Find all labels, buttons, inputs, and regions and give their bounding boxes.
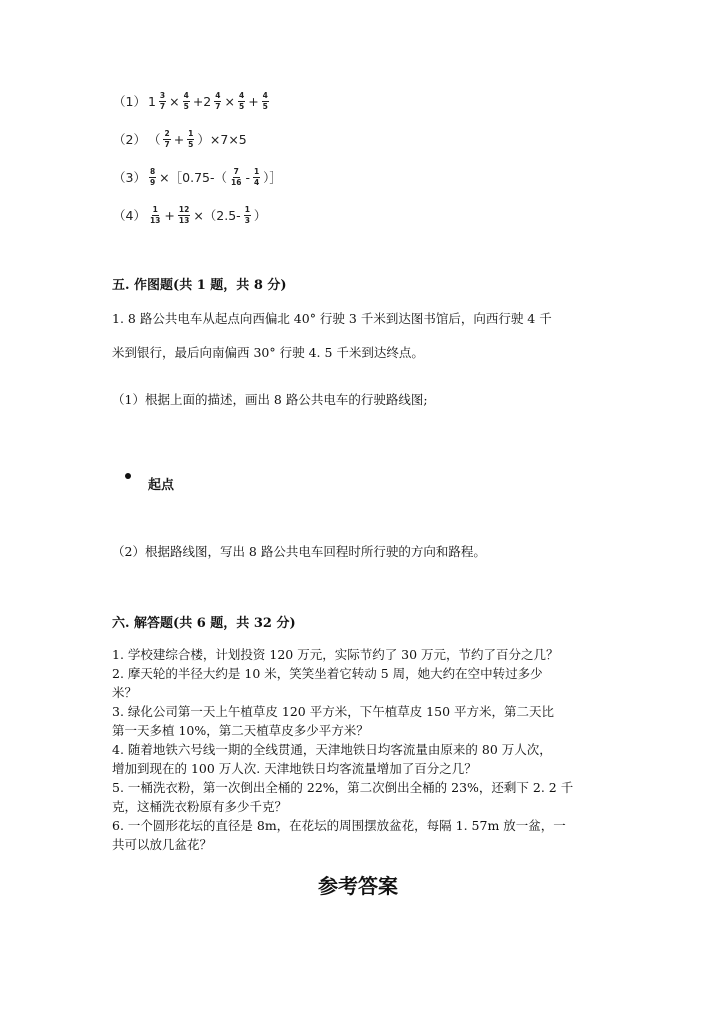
calc-item-1 — [112, 92, 271, 110]
section5-subquestion-1: （1）根据上面的描述，画出 8 路公共电车的行驶路线图; — [112, 392, 428, 407]
section6-title: 六. 解答题(共 6 题，共 32 分) — [112, 616, 296, 631]
question-line: 2. 摩天轮的半径大约是 10 米，笑笑坐着它转动 5 周，她大约在空中转过多少 — [112, 666, 543, 681]
fraction — [149, 168, 156, 186]
question-line: 共可以放几盆花？ — [112, 837, 213, 852]
fraction — [163, 130, 170, 148]
fraction-numerator: 8 — [149, 167, 156, 176]
fraction-denominator: 5 — [238, 101, 245, 111]
fraction-numerator: 1 — [152, 205, 158, 214]
question-line: 3. 绿化公司第一天上午植草皮 120 平方米，下午植草皮 150 平方米，第二天比 — [112, 704, 555, 719]
calc-term: ×（2.5- — [193, 208, 241, 223]
fraction — [253, 168, 260, 186]
calc-item-4 — [112, 206, 267, 224]
fraction-denominator: 5 — [183, 101, 189, 111]
section5-title: 五. 作图题(共 1 题，共 8 分) — [112, 278, 287, 293]
fraction — [262, 92, 269, 110]
fraction-numerator: 2 — [164, 129, 170, 138]
question-line: 6. 一个圆形花坛的直径是 8m，在花坛的周围摆放盆花，每隔 1. 57m 放一盆，一 — [112, 818, 566, 833]
fraction-numerator: 12 — [178, 205, 190, 214]
fraction — [244, 206, 251, 224]
start-point-label: 起点 — [148, 478, 175, 493]
fraction-denominator: 13 — [149, 215, 161, 225]
fraction — [214, 92, 221, 110]
section6-questions — [112, 645, 573, 854]
question-line: 第一天多植 10%，第二天植草皮多少平方米？ — [112, 723, 369, 738]
calc-label: （2） — [113, 132, 146, 147]
fraction-denominator: 5 — [262, 101, 268, 111]
section5-problem-line2: 米到银行，最后向南偏西 30° 行驶 4. 5 千米到达终点。 — [112, 345, 424, 360]
answer-title: 参考答案 — [318, 874, 398, 898]
fraction-denominator: 16 — [231, 177, 242, 187]
fraction-denominator: 7 — [159, 101, 166, 111]
fraction-denominator: 5 — [188, 139, 194, 149]
fraction-numerator: 3 — [159, 91, 166, 100]
fraction-numerator: 4 — [215, 91, 221, 100]
calc-term: + — [164, 207, 175, 223]
calc-label: （4） — [113, 208, 146, 223]
fraction-numerator: 4 — [238, 91, 245, 100]
fraction-denominator: 3 — [244, 215, 250, 225]
question-line: 克，这桶洗衣粉原有多少千克？ — [112, 799, 288, 814]
calc-term: ×［0.75-（ — [159, 170, 227, 185]
fraction — [178, 206, 190, 224]
section5-subquestion-2: （2）根据路线图，写出 8 路公共电车回程时所行驶的方向和路程。 — [112, 544, 486, 559]
calc-term: ）×7×5 — [197, 132, 247, 147]
start-point-dot — [125, 473, 131, 479]
calc-label: （3） — [113, 170, 146, 185]
fraction-numerator: 1 — [244, 205, 250, 214]
calc-term: （ — [147, 132, 161, 147]
fraction — [238, 92, 245, 110]
fraction-numerator: 7 — [233, 167, 239, 176]
calc-term: ） — [253, 208, 267, 223]
fraction-numerator: 4 — [183, 91, 189, 100]
fraction — [230, 168, 242, 186]
calc-term: × — [224, 93, 235, 109]
calc-term: 1 — [147, 93, 156, 109]
calc-term: ）］ — [263, 170, 282, 185]
fraction-denominator: 7 — [215, 101, 221, 111]
calc-item-2 — [112, 130, 248, 148]
fraction-denominator: 13 — [178, 215, 190, 225]
question-line: 1. 学校建综合楼，计划投资 120 万元，实际节约了 30 万元，节约了百分之几？ — [112, 647, 559, 662]
fraction-denominator: 9 — [149, 177, 156, 187]
calc-term: + — [173, 131, 185, 147]
fraction-numerator: 1 — [188, 129, 194, 138]
fraction — [149, 206, 161, 224]
question-line: 米？ — [112, 685, 138, 700]
question-line: 增加到现在的 100 万人次. 天津地铁日均客流量增加了百分之几？ — [112, 761, 477, 776]
fraction-numerator: 4 — [262, 91, 268, 100]
question-line: 5. 一桶洗衣粉，第一次倒出全桶的 22%，第二次倒出全桶的 23%，还剩下 2. 2 千 — [112, 780, 574, 795]
calc-term: +2 — [192, 93, 212, 109]
fraction-denominator: 4 — [253, 177, 260, 187]
calc-term: × — [169, 93, 180, 109]
fraction — [183, 92, 190, 110]
section5-problem-line1: 1. 8 路公共电车从起点向西偏北 40° 行驶 3 千米到达图书馆后，向西行驶 4 千 — [112, 311, 552, 326]
fraction — [187, 130, 194, 148]
fraction-denominator: 7 — [164, 139, 170, 149]
calc-term: - — [245, 169, 250, 185]
fraction-numerator: 1 — [253, 167, 260, 176]
calc-label: （1） — [113, 94, 146, 109]
fraction — [159, 92, 166, 110]
question-line: 4. 随着地铁六号线一期的全线贯通，天津地铁日均客流量由原来的 80 万人次， — [112, 742, 552, 757]
calc-item-3 — [112, 168, 283, 186]
calc-term: + — [248, 93, 259, 109]
